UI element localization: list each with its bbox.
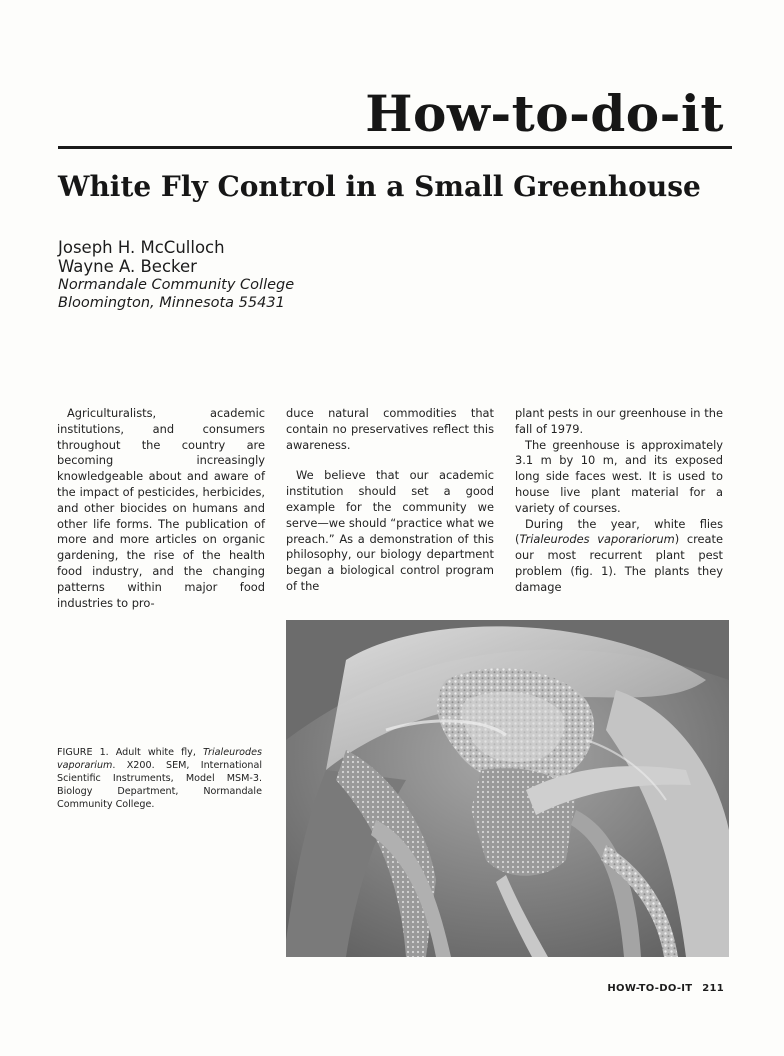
paragraph: plant pests in our greenhouse in the fall of 1979. [515, 406, 723, 436]
paragraph-text: During the year, white flies ( [515, 516, 723, 547]
page-footer [601, 983, 724, 994]
paragraph: Agriculturalists, academic institutions, and consumers throughout the country are becoming increasingly knowledgeable about and aware of the impact of pesticides, herbicides, and other biocides on humans and other life forms. The publication of more and more articles on organic gardening, the rise of the health food industry, and the changing patterns within major food industries to pro- [57, 406, 265, 610]
micrograph-illustration [286, 620, 729, 957]
paragraph [515, 517, 723, 596]
body-column-3 [515, 406, 723, 596]
paragraph-text: ) create our most recurrent plant pest problem (fig. 1). The plants they damage [515, 532, 723, 594]
article-title: White Fly Control in a Small Greenhouse [58, 170, 701, 203]
body-column-1 [57, 406, 265, 611]
running-head: HOW-TO-DO-IT [607, 983, 693, 994]
caption-species: Trialeurodes vaporarium [57, 747, 262, 771]
page-number: 211 [702, 983, 724, 994]
header-rule [58, 146, 732, 149]
affiliation-location: Bloomington, Minnesota 55431 [58, 295, 285, 311]
byline [58, 238, 294, 312]
figure-caption [57, 746, 262, 811]
caption-text: FIGURE 1. Adult white fly, [57, 747, 203, 758]
species-name: Trialeurodes vaporariorum [519, 532, 675, 547]
paragraph: We believe that our academic institution should set a good example for the community we serve—we should “practice what we preach.” As a demonstration of this philosophy, our biology department began a biological control program of the [286, 468, 494, 593]
affiliation: Normandale Community College [58, 277, 295, 293]
section-title: How-to-do-it [365, 84, 724, 143]
sem-micrograph-white-fly [286, 620, 729, 957]
caption-text: . X200. SEM, International Scientific Instruments, Model MSM-3. Biology Department, Normandale Community College. [57, 760, 262, 810]
author-name: Joseph H. McCulloch [58, 238, 225, 257]
paragraph: The greenhouse is approximately 3.1 m by 10 m, and its exposed long side faces west. It is used to house live plant material for a variety of courses. [515, 437, 723, 515]
body-column-2 [286, 406, 494, 595]
paragraph: duce natural commodities that contain no preservatives reflect this awareness. [286, 406, 494, 452]
author-name: Wayne A. Becker [58, 257, 197, 276]
